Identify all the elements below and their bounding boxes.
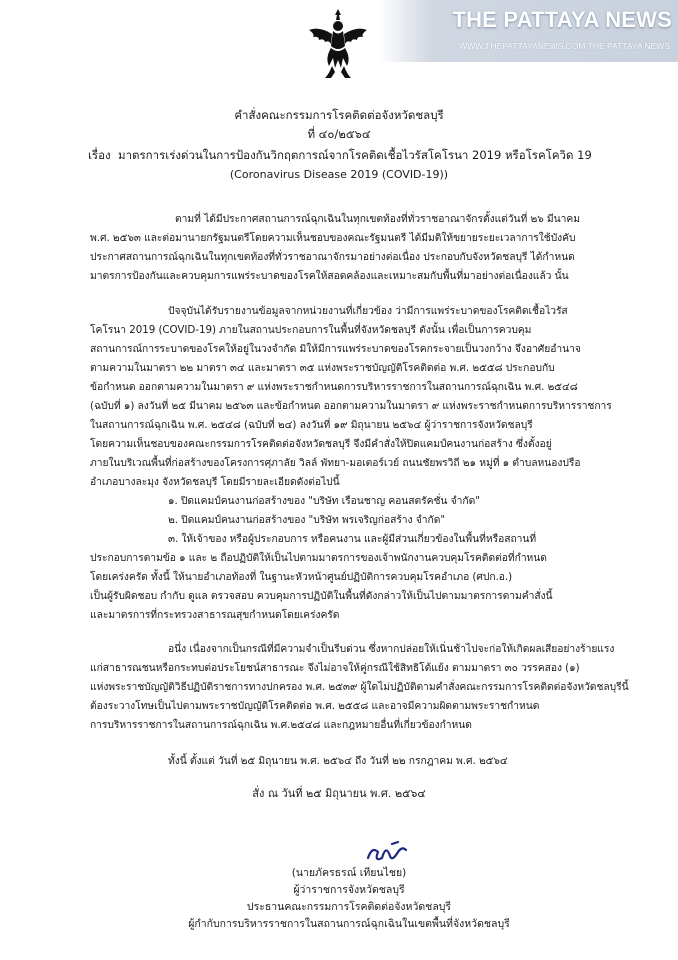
item3-line: และมาตรการที่กระทรวงสาธารณสุขกำหนดโดยเคร่งครัด bbox=[90, 609, 340, 621]
para2-line: ภายในบริเวณพื้นที่ก่อสร้างของโครงการศุภาลัย วิลล์ พัทยา-มอเตอร์เวย์ ถนนชัยพรวิถี ๒๑ หมู่ที่ ๑ ตำบลหนองปรือ bbox=[90, 457, 581, 469]
para2-line: ข้อกำหนด ออกตามความในมาตรา ๙ แห่งพระราชกำหนดการบริหารราชการในสถานการณ์ฉุกเฉิน พ.ศ. ๒๕๔๘ bbox=[90, 381, 578, 393]
para2-line: ปัจจุบันได้รับรายงานข้อมูลจากหน่วยงานที่เกี่ยวข้อง ว่ามีการแพร่ระบาดของโรคติดเชื้อไวรัส bbox=[168, 305, 568, 317]
order-issuer: คำสั่งคณะกรรมการโรคติดต่อจังหวัดชลบุรี bbox=[234, 108, 444, 122]
para2-line: สถานการณ์การระบาดของโรคให้อยู่ในวงจำกัด มิให้มีการแพร่ระบาดของโรคกระจายเป็นวงกว้าง จึงอาศัยอำนาจ bbox=[90, 343, 581, 355]
para3-line: อนึ่ง เนื่องจากเป็นกรณีที่มีความจำเป็นรีบด่วน ซึ่งหากปล่อยให้เนิ่นช้าไปจะก่อให้เกิดผลเสียอย่างร้ายแรง bbox=[168, 643, 615, 655]
item3-line: เป็นผู้รับผิดชอบ กำกับ ดูแล ตรวจสอบ ควบคุมการปฏิบัติในพื้นที่ดังกล่าวให้เป็นไปตามมาตรการตามคำสั่งนี้ bbox=[90, 590, 553, 602]
signer-name: (นายภัครธรณ์ เทียนไชย) bbox=[291, 867, 407, 879]
garuda-emblem-icon bbox=[305, 6, 371, 86]
item3-line: โดยเคร่งครัด ทั้งนี้ ให้นายอำเภอท้องที่ ในฐานะหัวหน้าศูนย์ปฏิบัติการควบคุมโรคอำเภอ (ศปก.อ.) bbox=[90, 571, 513, 583]
order-item: ๒. ปิดแคมป์คนงานก่อสร้างของ "บริษัท พรเจริญก่อสร้าง จำกัด" bbox=[168, 514, 446, 526]
subject-english: (Coronavirus Disease 2019 (COVID-19)) bbox=[229, 168, 449, 181]
para3-line: ต้องระวางโทษเป็นไปตามพระราชบัญญัติโรคติดต่อ พ.ศ. ๒๕๕๘ และอาจมีความผิดตามพระราชกำหนด bbox=[90, 700, 540, 712]
signer-position: ประธานคณะกรรมการโรคติดต่อจังหวัดชลบุรี bbox=[246, 901, 452, 913]
para2-line: โดยความเห็นชอบของคณะกรรมการโรคติดต่อจังหวัดชลบุรี จึงมีคำสั่งให้ปิดแคมป์คนงานก่อสร้าง ซึ่งตั้งอยู่ bbox=[90, 438, 552, 450]
para2-line: อำเภอบางละมุง จังหวัดชลบุรี โดยมีรายละเอียดดังต่อไปนี้ bbox=[90, 476, 340, 488]
effective-period: ทั้งนี้ ตั้งแต่ วันที่ ๒๕ มิถุนายน พ.ศ. ๒๕๖๔ ถึง วันที่ ๒๒ กรกฎาคม พ.ศ. ๒๕๖๔ bbox=[168, 755, 508, 767]
order-number: ที่ ๔๐/๒๕๖๔ bbox=[307, 127, 371, 141]
para2-line: ตามความในมาตรา ๒๒ มาตรา ๓๔ และมาตรา ๓๕ แห่งพระราชบัญญัติโรคติดต่อ พ.ศ. ๒๕๕๘ ประกอบกับ bbox=[90, 362, 555, 374]
watermark-banner bbox=[378, 0, 678, 62]
para2-line: (ฉบับที่ ๑) ลงวันที่ ๒๕ มีนาคม ๒๕๖๓ และข้อกำหนด ออกตามความในมาตรา ๙ แห่งพระราชกำหนดการบริหารราชการ bbox=[90, 400, 612, 412]
para3-line: แห่งพระราชบัญญัติวิธีปฏิบัติราชการทางปกครอง พ.ศ. ๒๕๓๙ ผู้ใดไม่ปฏิบัติตามคำสั่งคณะกรรมการโรคติดต่อจังหวัดชลบุรีนี้ bbox=[90, 681, 629, 693]
order-date: สั่ง ณ วันที่ ๒๕ มิถุนายน พ.ศ. ๒๕๖๔ bbox=[252, 787, 426, 800]
signature-icon bbox=[362, 838, 412, 868]
signer-position: ผู้ว่าราชการจังหวัดชลบุรี bbox=[293, 884, 405, 896]
para2-line: ในสถานการณ์ฉุกเฉิน พ.ศ. ๒๕๔๘ (ฉบับที่ ๒๔) ลงวันที่ ๑๙ มิถุนายน ๒๕๖๔ ผู้ว่าราชการจังหวัดชลบุรี bbox=[90, 419, 533, 431]
para1-line: พ.ศ. ๒๕๖๓ และต่อมานายกรัฐมนตรีโดยความเห็นชอบของคณะรัฐมนตรี ได้มีมติให้ขยายระยะเวลาการใช้บังคับ bbox=[90, 232, 576, 244]
watermark-url: WWW.THEPATTAYANEWS.COM THE PATTAYA NEWS bbox=[459, 41, 670, 51]
para2-line: โคโรนา 2019 (COVID-19) ภายในสถานประกอบการในพื้นที่จังหวัดชลบุรี ดังนั้น เพื่อเป็นการควบคุม bbox=[90, 324, 532, 336]
signer-position: ผู้กำกับการบริหารราชการในสถานการณ์ฉุกเฉินในเขตพื้นที่จังหวัดชลบุรี bbox=[188, 918, 510, 930]
subject-label: เรื่อง bbox=[88, 148, 111, 162]
para1-line: มาตรการป้องกันและควบคุมการแพร่ระบาดของโรคให้สอดคล้องและเหมาะสมกับพื้นที่มาอย่างต่อเนื่องแล้ว นั้น bbox=[90, 270, 569, 282]
item3-line: ประกอบการตามข้อ ๑ และ ๒ ถือปฏิบัติให้เป็นไปตามมาตรการของเจ้าพนักงานควบคุมโรคติดต่อที่กำหนด bbox=[90, 552, 547, 564]
order-item: ๑. ปิดแคมป์คนงานก่อสร้างของ "บริษัท เรือนชาญ คอนสตรัคชั่น จำกัด" bbox=[168, 495, 480, 507]
para1-line: ประกาศสถานการณ์ฉุกเฉินในทุกเขตท้องที่ทั่วราชอาณาจักรมาอย่างต่อเนื่อง ประกอบกับจังหวัดชลบุรี ได้กำหนด bbox=[90, 251, 575, 263]
para3-line: แก่สาธารณชนหรือกระทบต่อประโยชน์สาธารณะ จึงไม่อาจให้คู่กรณีใช้สิทธิโต้แย้ง ตามมาตรา ๓๐ วรรคสอง (๑) bbox=[90, 662, 580, 674]
para3-line: การบริหารราชการในสถานการณ์ฉุกเฉิน พ.ศ.๒๕๔๘ และกฎหมายอื่นที่เกี่ยวข้องกำหนด bbox=[90, 719, 472, 731]
order-item: ๓. ให้เจ้าของ หรือผู้ประกอบการ หรือคนงาน และผู้มีส่วนเกี่ยวข้องในพื้นที่หรือสถานที่ bbox=[168, 533, 537, 545]
subject-title: มาตรการเร่งด่วนในการป้องกันวิกฤตการณ์จากโรคติดเชื้อไวรัสโคโรนา 2019 หรือโรคโควิด 19 bbox=[118, 148, 592, 162]
para1-line: ตามที่ ได้มีประกาศสถานการณ์ฉุกเฉินในทุกเขตท้องที่ทั่วราชอาณาจักรตั้งแต่วันที่ ๒๖ มีนาคม bbox=[175, 213, 580, 225]
watermark-title: THE PATTAYA NEWS bbox=[452, 7, 672, 32]
